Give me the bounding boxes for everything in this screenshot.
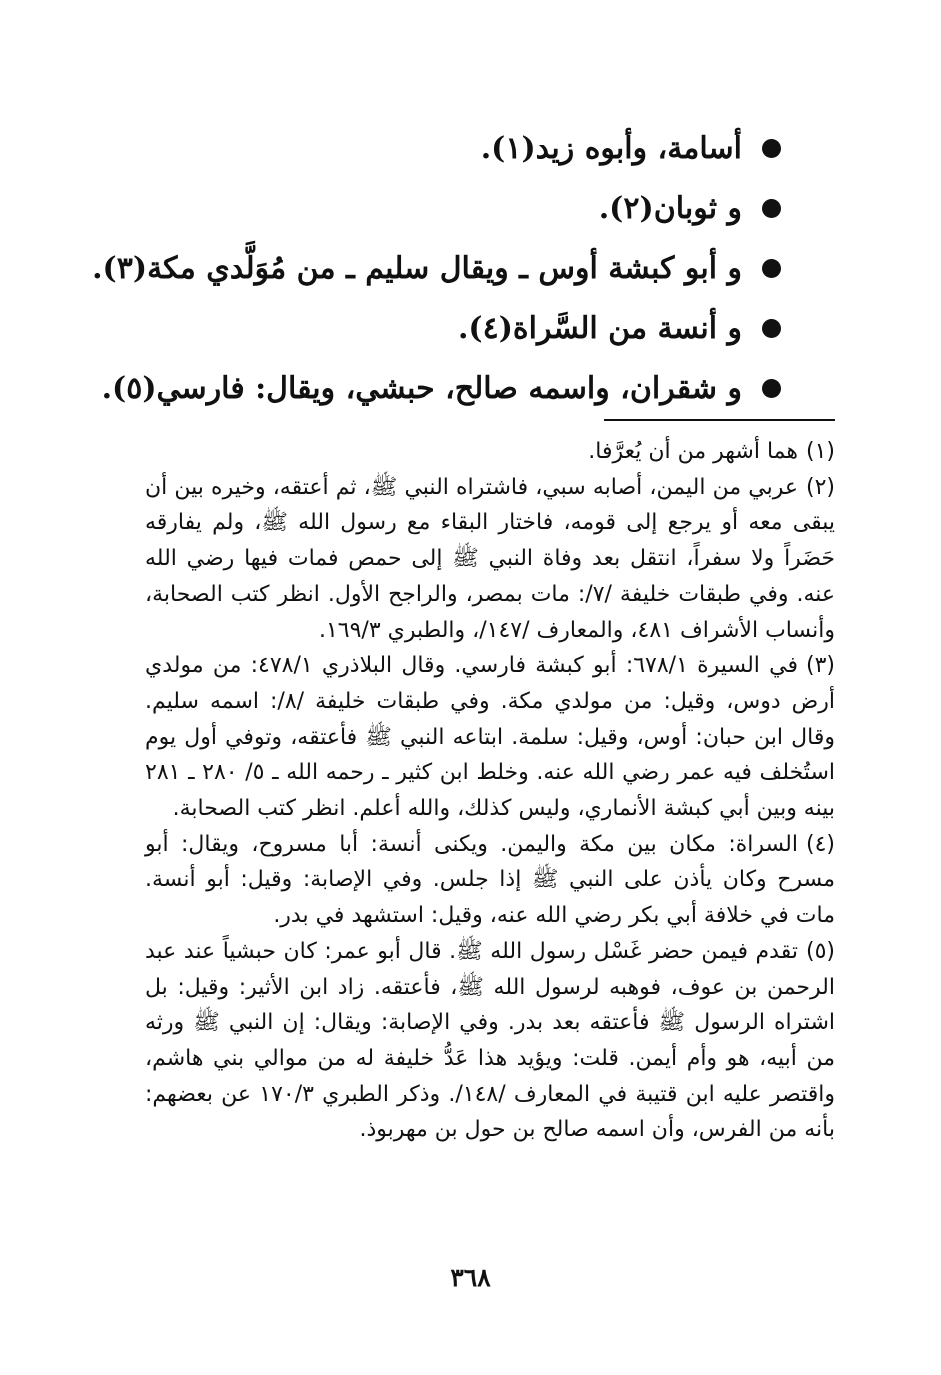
footnote-number: (٥) [805, 938, 835, 964]
bullet-text: و ثوبان(٢). [598, 190, 742, 226]
page-number: ٣٦٨ [450, 1263, 491, 1292]
bullet-dot-icon [762, 199, 781, 218]
footnote-number: (١) [805, 439, 835, 464]
footnote-number: (٣) [805, 653, 835, 679]
footnote-number: (٢) [805, 474, 835, 500]
footnote [145, 648, 835, 827]
bullet-item [92, 238, 781, 298]
footnotes [145, 434, 835, 1148]
bullet-dot-icon [762, 259, 781, 278]
footnote-number: (٤) [805, 831, 835, 857]
bullet-item [141, 118, 781, 178]
footnote [145, 434, 835, 470]
bullet-text: و شقران، واسمه صالح، حبشي، ويقال: فارسي(٥). [101, 370, 742, 406]
footnote-text: هما أشهر من أن يُعرَّفا. [588, 439, 798, 464]
footnote-text: السراة: مكان بين مكة واليمن. ويكنى أنسة: أبا مسروح، ويقال: أبو مسرح وكان يأذن على النبي ﷺ إذا جلس. وفي الإصابة: وقيل: أبو أنسة. مات في خلافة أبي بكر رضي الله عنه، وقيل: استشهد في بدر. [145, 831, 835, 929]
footnote-text: تقدم فيمن حضر غَسْل رسول الله ﷺ. قال أبو عمر: كان حبشياً عند عبد الرحمن بن عوف، فوهبه لرسول الله ﷺ، فأعتقه. زاد ابن الأثير: وقيل: بل اشتراه الرسول ﷺ فأعتقه بعد بدر. وفي الإصابة: ويقال: إن النبي ﷺ ورثه من أبيه، هو وأم أيمن. قلت: ويؤيد هذا عَدُّ خليفة له من موالي بني هاشم، واقتصر عليه ابن قتيبة في المعارف /١٤٨/. وذكر الطبري ١٧٠/٣ عن بعضهم: بأنه من الفرس، وأن اسمه صالح بن حول بن مهربوذ. [145, 938, 836, 1143]
bullet-dot-icon [762, 319, 781, 338]
footnote-text: عربي من اليمن، أصابه سبي، فاشتراه النبي ﷺ، ثم أعتقه، وخيره بين أن يبقى معه أو يرجع إلى قومه، فاختار البقاء مع رسول الله ﷺ، ولم يفارقه حَضَراً ولا سفراً، انتقل بعد وفاة النبي ﷺ إلى حمص فمات فيها رضي الله عنه. وفي طبقات خليفة /٧/: مات بمصر، والراجح الأول. انظر كتب الصحابة، وأنساب الأشراف ٤٨١، والمعارف /١٤٧/، والطبري ١٦٩/٣. [145, 474, 835, 643]
bullet-item [141, 298, 781, 358]
footnote [145, 827, 835, 934]
bullet-dot-icon [762, 139, 781, 158]
bullet-list [92, 118, 781, 418]
bullet-text: أسامة، وأبوه زيد(١). [480, 130, 742, 166]
footnote-text: في السيرة ٦٧٨/١: أبو كبشة فارسي. وقال البلاذري ٤٧٨/١: من مولدي أرض دوس، وقيل: من مولدي مكة. وفي طبقات خليفة /٨/: اسمه سليم. وقال ابن حبان: أوس، وقيل: سلمة. ابتاعه النبي ﷺ فأعتقه، وتوفي أول يوم استُخلف فيه عمر رضي الله عنه. وخلط ابن كثير ـ رحمه الله ـ ٥/ ٢٨٠ ـ ٢٨١ بينه وبين أبي كبشة الأنماري، وليس كذلك، والله أعلم. انظر كتب الصحابة. [145, 653, 835, 822]
bullet-text: و أبو كبشة أوس ـ ويقال سليم ـ من مُوَلَّدي مكة(٣). [92, 250, 742, 286]
footnote-divider [604, 419, 835, 421]
footnote [145, 934, 835, 1148]
bullet-item [101, 358, 781, 418]
footnote [145, 470, 835, 649]
bullet-dot-icon [762, 379, 781, 398]
bullet-text: و أنسة من السَّراة(٤). [457, 310, 742, 346]
bullet-item [141, 178, 781, 238]
